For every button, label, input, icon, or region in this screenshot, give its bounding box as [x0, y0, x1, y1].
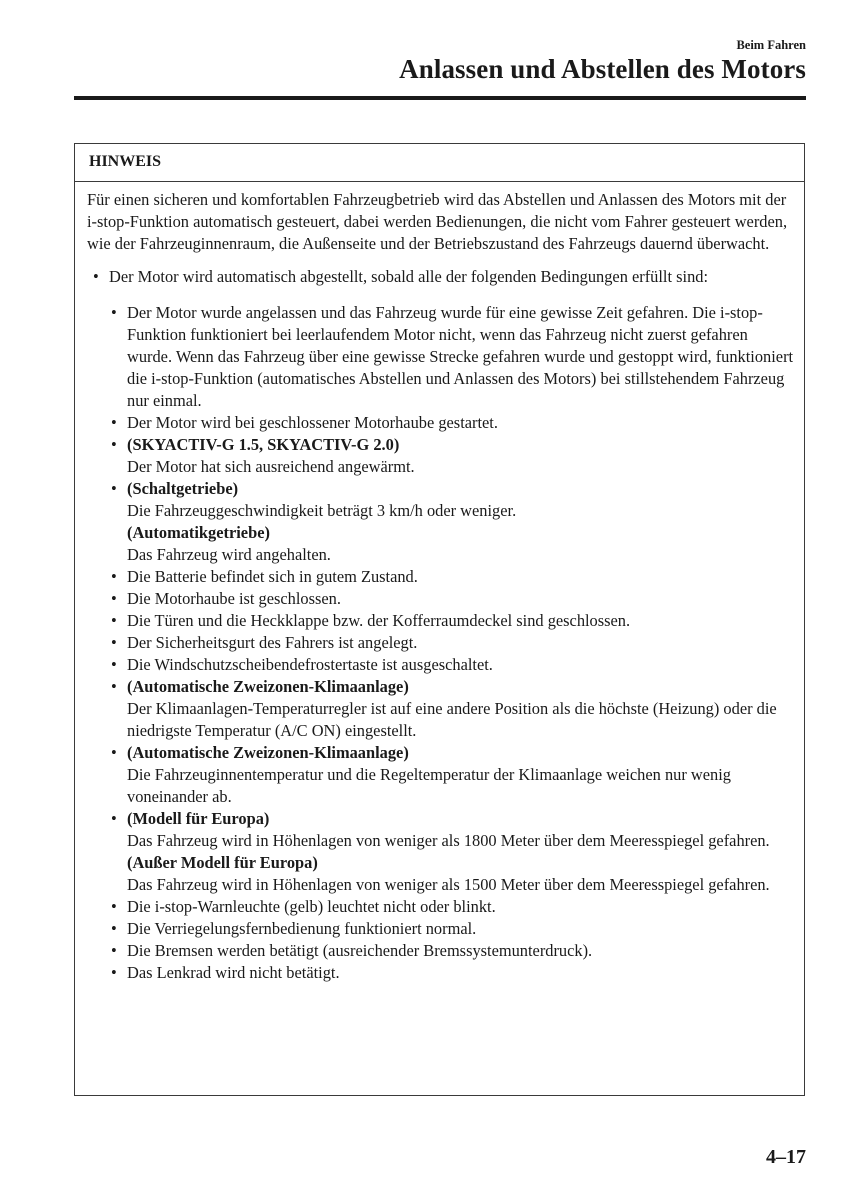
condition-text: Der Motor hat sich ausreichend angewärmt.	[127, 457, 415, 476]
condition-qualifier: (SKYACTIV-G 1.5, SKYACTIV-G 2.0)	[127, 435, 400, 454]
condition-item	[105, 302, 794, 412]
condition-text: Das Fahrzeug wird angehalten.	[127, 545, 331, 564]
note-body	[75, 182, 804, 984]
condition-text: Die Türen und die Heckklappe bzw. der Kofferraumdeckel sind geschlossen.	[127, 611, 631, 630]
main-bullet	[87, 266, 794, 288]
bullet-dot: •	[111, 633, 117, 652]
condition-qualifier: (Modell für Europa)	[127, 809, 270, 828]
condition-text: Die i-stop-Warnleuchte (gelb) leuchtet nicht oder blinkt.	[127, 897, 496, 916]
bullet-dot: •	[111, 809, 117, 828]
condition-qualifier: (Automatikgetriebe)	[127, 523, 270, 542]
note-intro: Für einen sicheren und komfortablen Fahrzeugbetrieb wird das Abstellen und Anlassen des Motors mit der i-stop-Funktion automatisch gesteuert, dabei werden Bedienungen, die nicht vom Fahrer gesteuert werden, wie der Fahrzeuginnenraum, die Außenseite und der Betriebszustand des Fahrzeugs dauernd überwacht.	[87, 190, 788, 253]
bullet-dot: •	[111, 479, 117, 498]
bullet-dot: •	[93, 267, 99, 286]
condition-item	[105, 610, 794, 632]
condition-text: Der Klimaanlagen-Temperaturregler ist auf eine andere Position als die höchste (Heizung) oder die niedrigste Temperatur (A/C ON) eingestellt.	[127, 699, 777, 740]
note-box	[74, 143, 805, 1096]
condition-text: Die Bremsen werden betätigt (ausreichender Bremssystemunterdruck).	[127, 941, 593, 960]
condition-item	[105, 588, 794, 610]
bullet-dot: •	[111, 435, 117, 454]
condition-item	[105, 654, 794, 676]
condition-qualifier: (Automatische Zweizonen-Klimaanlage)	[127, 743, 409, 762]
condition-item	[105, 918, 794, 940]
condition-item	[105, 434, 794, 478]
condition-qualifier: (Außer Modell für Europa)	[127, 853, 318, 872]
main-bullet-text: Der Motor wird automatisch abgestellt, sobald alle der folgenden Bedingungen erfüllt sind:	[109, 267, 709, 286]
condition-text: Das Lenkrad wird nicht betätigt.	[127, 963, 340, 982]
condition-text: Der Motor wird bei geschlossener Motorhaube gestartet.	[127, 413, 498, 432]
condition-item	[105, 632, 794, 654]
bullet-dot: •	[111, 303, 117, 322]
condition-text: Die Verriegelungsfernbedienung funktioniert normal.	[127, 919, 477, 938]
condition-text: Die Motorhaube ist geschlossen.	[127, 589, 341, 608]
bullet-dot: •	[111, 611, 117, 630]
condition-item	[105, 742, 794, 808]
bullet-dot: •	[111, 589, 117, 608]
condition-item	[105, 566, 794, 588]
note-heading: HINWEIS	[75, 144, 804, 182]
condition-item	[105, 808, 794, 896]
bullet-dot: •	[111, 677, 117, 696]
title-rule	[74, 96, 806, 100]
condition-text: Das Fahrzeug wird in Höhenlagen von weniger als 1800 Meter über dem Meeresspiegel gefahren.	[127, 831, 770, 850]
bullet-dot: •	[111, 743, 117, 762]
condition-text: Der Sicherheitsgurt des Fahrers ist angelegt.	[127, 633, 418, 652]
bullet-dot: •	[111, 941, 117, 960]
bullet-dot: •	[111, 655, 117, 674]
condition-item	[105, 478, 794, 566]
condition-item	[105, 412, 794, 434]
condition-text: Der Motor wurde angelassen und das Fahrzeug wurde für eine gewisse Zeit gefahren. Die i-stop-Funktion funktioniert bei leerlaufendem Motor nicht, wenn das Fahrzeug nicht zuerst gefahren wurde. Wenn das Fahrzeug über eine gewisse Strecke gefahren wurde und gestoppt wird, funktioniert die i-stop-Funktion (automatisches Abstellen und Anlassen des Motors) bei stillstehendem Fahrzeug nur einmal.	[127, 303, 794, 410]
page-number: 4–17	[766, 1146, 806, 1168]
condition-item	[105, 676, 794, 742]
page-title: Anlassen und Abstellen des Motors	[399, 54, 806, 84]
section-label: Beim Fahren	[736, 38, 806, 52]
condition-text: Die Windschutzscheibendefrostertaste ist ausgeschaltet.	[127, 655, 493, 674]
condition-item	[105, 962, 794, 984]
condition-qualifier: (Schaltgetriebe)	[127, 479, 239, 498]
condition-text: Das Fahrzeug wird in Höhenlagen von weniger als 1500 Meter über dem Meeresspiegel gefahren.	[127, 875, 770, 894]
condition-item	[105, 940, 794, 962]
conditions-list	[87, 302, 794, 984]
bullet-dot: •	[111, 919, 117, 938]
bullet-dot: •	[111, 413, 117, 432]
bullet-dot: •	[111, 567, 117, 586]
bullet-dot: •	[111, 963, 117, 982]
condition-text: Die Fahrzeuggeschwindigkeit beträgt 3 km/h oder weniger.	[127, 501, 517, 520]
bullet-dot: •	[111, 897, 117, 916]
condition-qualifier: (Automatische Zweizonen-Klimaanlage)	[127, 677, 409, 696]
condition-text: Die Fahrzeuginnentemperatur und die Regeltemperatur der Klimaanlage weichen nur wenig voneinander ab.	[127, 765, 731, 806]
condition-item	[105, 896, 794, 918]
condition-text: Die Batterie befindet sich in gutem Zustand.	[127, 567, 418, 586]
